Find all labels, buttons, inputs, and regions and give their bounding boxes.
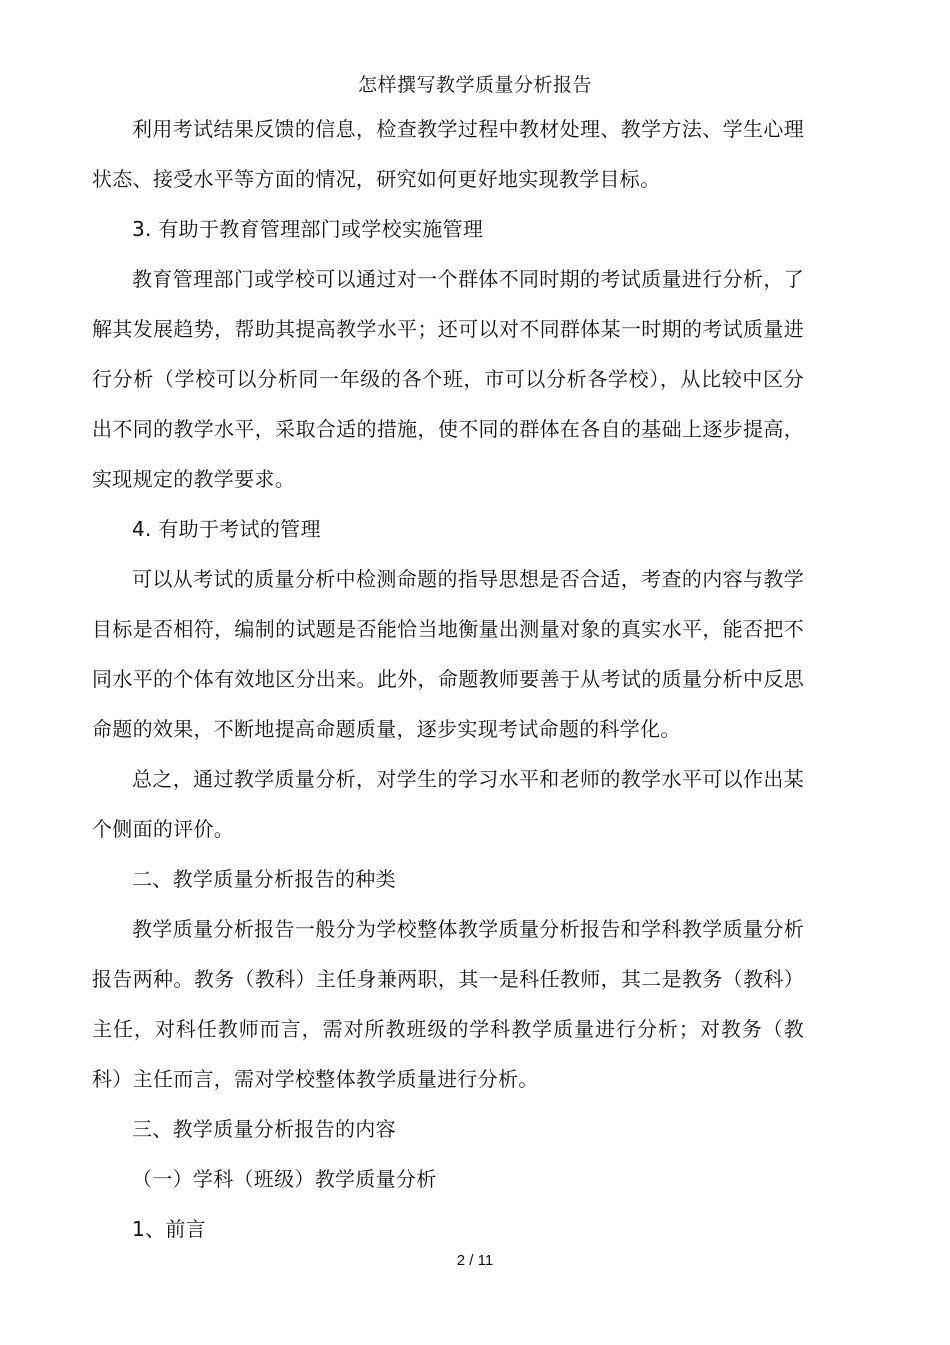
paragraph-exam-management: 可以从考试的质量分析中检测命题的指导思想是否合适，考查的内容与教学目标是否相符，编制的试题是否能恰当地衡量出测量对象的真实水平，能否把不同水平的个体有效地区分出来。此外，命题教师要善于从考试的质量分析中反思命题的效果，不断地提高命题质量，逐步实现考试命题的科学化。 (92, 567, 804, 741)
paragraph-summary: 总之，通过教学质量分析，对学生的学习水平和老师的教学水平可以作出某个侧面的评价。 (92, 767, 804, 841)
subsection-heading-preface: 1、前言 (132, 1217, 206, 1241)
subsection-heading-subject: （一）学科（班级）教学质量分析 (132, 1167, 437, 1191)
document-body (92, 104, 804, 1254)
page-number: 2 / 11 (456, 1252, 494, 1269)
paragraph-management: 教育管理部门或学校可以通过对一个群体不同时期的考试质量进行分析，了解其发展趋势，帮助其提高教学水平；还可以对不同群体某一时期的考试质量进行分析（学校可以分析同一年级的各个班，市可以分析各学校），从比较中区分出不同的教学水平，采取合适的措施，使不同的群体在各自的基础上逐步提高，实现规定的教学要求。 (92, 267, 804, 491)
paragraph-report-types: 教学质量分析报告一般分为学校整体教学质量分析报告和学科教学质量分析报告两种。教务（教科）主任身兼两职，其一是科任教师，其二是教务（教科）主任，对科任教师而言，需对所教班级的学科教学质量进行分析；对教务（教科）主任而言，需对学校整体教学质量进行分析。 (92, 917, 804, 1091)
heading-item-4: 4. 有助于考试的管理 (132, 517, 321, 541)
section-heading-types: 二、教学质量分析报告的种类 (132, 867, 396, 891)
document-title: 怎样撰写教学质量分析报告 (357, 74, 592, 96)
heading-item-3: 3. 有助于教育管理部门或学校实施管理 (132, 217, 484, 241)
paragraph-intro-feedback: 利用考试结果反馈的信息，检查教学过程中教材处理、教学方法、学生心理状态、接受水平等方面的情况，研究如何更好地实现教学目标。 (92, 117, 804, 191)
section-heading-content: 三、教学质量分析报告的内容 (132, 1117, 396, 1141)
